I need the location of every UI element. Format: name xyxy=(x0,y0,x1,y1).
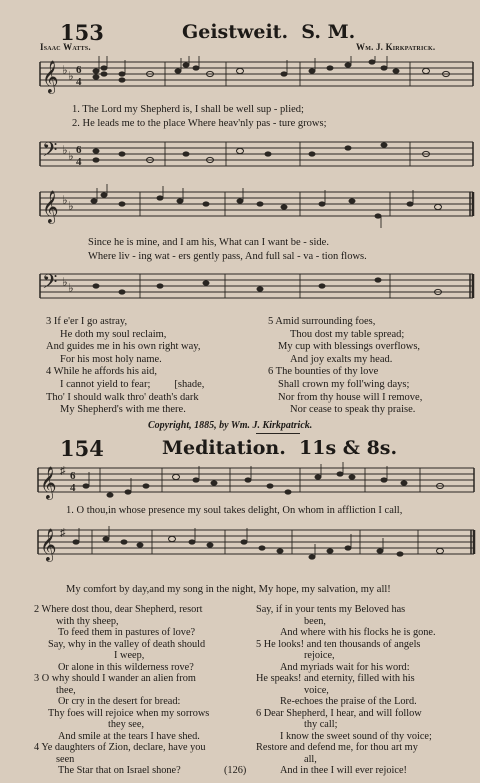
svg-text:4: 4 xyxy=(70,482,76,494)
verse-text: I cannot yield to fear; xyxy=(60,378,151,390)
title-text: Meditation. xyxy=(162,437,286,459)
music-staff-treble-1 xyxy=(0,56,480,102)
title-text: Geistweit. xyxy=(182,21,289,43)
verse-line: Or cry in the desert for bread: xyxy=(58,696,181,707)
music-staff-treble-3 xyxy=(0,460,480,506)
verse-line: The Star that on Israel shone? xyxy=(58,765,181,776)
verse-line: I weep, xyxy=(114,650,145,661)
music-staff-treble-2 xyxy=(0,182,480,230)
verse-line: And myriads wait for his word: xyxy=(280,661,410,673)
verse-line: they see, xyxy=(108,719,145,730)
svg-text:♭: ♭ xyxy=(68,69,74,83)
verse-line: Nor cease to speak thy praise. xyxy=(290,404,416,416)
verse-line: Thy foes will rejoice when my sorrows xyxy=(48,707,210,719)
verse-line: 2 Where dost thou, dear Shepherd, resort xyxy=(34,604,203,615)
svg-text:𝄞: 𝄞 xyxy=(40,468,57,499)
verse-line: 4 While he affords his aid, xyxy=(46,366,158,378)
verse-line: Nor from thy house will I remove, xyxy=(278,391,423,403)
verse-line: thee, xyxy=(56,684,76,696)
verse-line: 3 O why should I wander an alien from xyxy=(34,673,196,684)
verse-line: 6 Dear Shepherd, I hear, and will follow xyxy=(256,707,422,719)
author-credit: Isaac Watts. xyxy=(40,42,91,52)
svg-text:♭: ♭ xyxy=(62,63,68,77)
hymn-number-153: 153 xyxy=(60,20,104,45)
verse-line: Restore and defend me, for thou art my xyxy=(256,742,418,753)
verses-153-left xyxy=(46,316,204,417)
copyright-notice: Copyright, 1885, by Wm. J. Kirkpatrick. xyxy=(148,420,313,431)
svg-text:♭: ♭ xyxy=(62,143,68,157)
verses-153-right xyxy=(268,316,422,417)
music-staff-bass-2 xyxy=(0,266,480,306)
meter-text: S. M. xyxy=(301,21,356,43)
svg-text:♭: ♭ xyxy=(62,275,68,289)
verse-line: And in thee I will ever rejoice! xyxy=(280,765,407,776)
verse-line: I know the sweet sound of thy voice; xyxy=(280,730,432,742)
verse-line: Or alone in this wilderness rove? xyxy=(58,661,194,673)
verse-line: 3 If e'er I go astray, xyxy=(46,316,128,327)
verses-154-right xyxy=(256,604,436,777)
verse-line: Re-echoes the praise of the Lord. xyxy=(280,696,417,707)
lyric-line-153-top-1: 1. The Lord my Shepherd is, I shall be well sup - plied; xyxy=(72,104,304,115)
verse-line: Shall crown my foll'wing days; xyxy=(278,378,410,390)
meter-text: 11s & 8s. xyxy=(299,437,398,459)
verse-line: 6 The bounties of thy love xyxy=(268,366,379,378)
music-staff-bass-1 xyxy=(0,134,480,174)
svg-text:𝄞: 𝄞 xyxy=(40,530,57,561)
svg-text:4: 4 xyxy=(76,76,82,88)
svg-text:𝄞: 𝄞 xyxy=(42,192,59,223)
lyric-line-153-bottom-1: Since he is mine, and I am his, What can I want be - side. xyxy=(88,237,329,248)
verse-line: And joy exalts my head. xyxy=(290,353,393,365)
lyric-line-153-top-2: 2. He leads me to the place Where heav'nly pas - ture grows; xyxy=(72,118,327,129)
verse-line: all, xyxy=(304,753,317,765)
verse-line: 5 Amid surrounding foes, xyxy=(268,316,376,327)
verse-line: Say, why in the valley of death should xyxy=(48,638,206,650)
verse-line: To feed them in pastures of love? xyxy=(58,627,196,638)
verse-line: thy call; xyxy=(304,719,338,730)
svg-text:𝄢: 𝄢 xyxy=(42,272,58,298)
lyric-line-154-top: 1. O thou,in whose presence my soul takes delight, On whom in affliction I call, xyxy=(66,505,403,516)
verse-line: rejoice, xyxy=(304,650,335,661)
hymn-number-154: 154 xyxy=(60,436,104,461)
verse-line: Tho' I should walk thro' death's dark xyxy=(46,391,199,403)
hymn-title-153 xyxy=(182,21,355,43)
verse-line: For his most holy name. xyxy=(60,353,162,365)
verse-line: And smile at the tears I have shed. xyxy=(58,730,200,742)
verse-line: 5 He looks! and ten thousands of angels xyxy=(256,638,421,650)
verse-line: with thy sheep, xyxy=(56,615,119,627)
hymn-title-154 xyxy=(162,437,397,459)
svg-text:♭: ♭ xyxy=(62,193,68,207)
verse-line: My cup with blessings overflows, xyxy=(278,341,421,353)
svg-text:6: 6 xyxy=(76,144,82,156)
verses-154-left xyxy=(34,604,209,777)
verse-line: 4 Ye daughters of Zion, declare, have you xyxy=(34,742,206,753)
lyric-line-154-bottom: My comfort by day,and my song in the night, My hope, my salvation, my all! xyxy=(66,584,391,595)
svg-text:♭: ♭ xyxy=(68,149,74,163)
svg-text:♭: ♭ xyxy=(68,281,74,295)
verse-line: voice, xyxy=(304,684,329,696)
svg-text:♯: ♯ xyxy=(60,527,66,539)
lyric-line-153-bottom-2: Where liv - ing wat - ers gently pass, And full sal - va - tion flows. xyxy=(88,251,367,262)
svg-text:6: 6 xyxy=(76,64,82,76)
verse-line: And where with his flocks he is gone. xyxy=(280,627,436,638)
verse-line xyxy=(46,379,204,392)
verse-aside: [shade, xyxy=(174,378,205,390)
divider xyxy=(256,433,300,434)
svg-text:4: 4 xyxy=(76,156,82,168)
svg-text:♭: ♭ xyxy=(68,199,74,213)
svg-text:♯: ♯ xyxy=(60,465,66,477)
svg-text:𝄢: 𝄢 xyxy=(42,140,58,166)
verse-line: Thou dost my table spread; xyxy=(290,328,405,340)
page-number: (126) xyxy=(224,765,247,776)
verse-line: been, xyxy=(304,615,327,627)
verse-line: Say, if in your tents my Beloved has xyxy=(256,604,406,615)
music-staff-treble-4 xyxy=(0,520,480,570)
verse-line: He speaks! and eternity, filled with his xyxy=(256,673,415,684)
verse-line: And guides me in his own right way, xyxy=(46,341,201,353)
svg-text:𝄞: 𝄞 xyxy=(42,60,59,93)
verse-line: He doth my soul reclaim, xyxy=(60,328,167,340)
verse-line: My Shepherd's with me there. xyxy=(60,404,186,416)
svg-text:6: 6 xyxy=(70,470,76,482)
composer-credit: Wm. J. Kirkpatrick. xyxy=(356,42,436,52)
verse-line: seen xyxy=(56,753,75,765)
